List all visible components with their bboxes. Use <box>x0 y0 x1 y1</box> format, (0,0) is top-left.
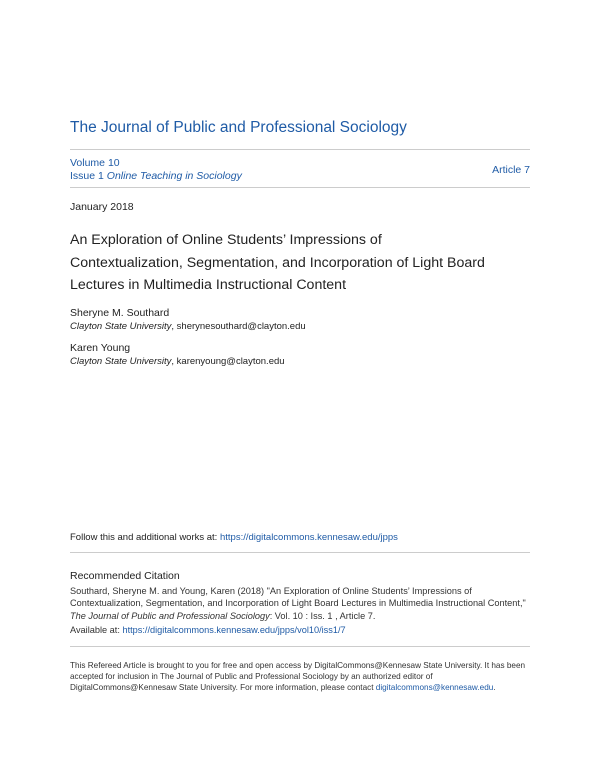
divider <box>70 187 530 188</box>
available-at-line <box>70 625 346 635</box>
collection-link[interactable]: https://digitalcommons.kennesaw.edu/jpps <box>219 532 398 543</box>
volume-block <box>70 157 242 183</box>
journal-title[interactable]: The Journal of Public and Professional Sociology <box>70 119 407 136</box>
paper-title-line: An Exploration of Online Students’ Impressions of <box>70 232 382 248</box>
citation-text <box>70 585 530 622</box>
affiliation-name: Clayton State University <box>70 356 172 367</box>
notice-end: . <box>493 683 496 693</box>
paper-title-line: Lectures in Multimedia Instructional Content <box>70 277 347 293</box>
access-notice <box>70 660 532 693</box>
volume-link[interactable]: Volume 10 <box>70 157 120 169</box>
author-name: Sheryne M. Southard <box>70 307 170 319</box>
author-name: Karen Young <box>70 342 131 354</box>
article-url-link[interactable]: https://digitalcommons.kennesaw.edu/jpps/vol10/iss1/7 <box>122 625 346 635</box>
author-email[interactable]: sherynesouthard@clayton.edu <box>176 321 306 332</box>
follow-line <box>70 532 398 543</box>
issue-link[interactable]: Issue 1 <box>70 170 104 182</box>
divider <box>70 552 530 553</box>
publication-date: January 2018 <box>70 201 134 213</box>
issue-line[interactable] <box>70 170 242 183</box>
author-affiliation: Clayton State University, sherynesouthard@clayton.edu <box>70 321 306 332</box>
issue-topic[interactable]: Online Teaching in Sociology <box>106 170 242 182</box>
available-label: Available at: <box>70 625 120 635</box>
follow-text: Follow this and additional works at: <box>70 532 218 543</box>
article-link[interactable]: Article 7 <box>492 164 530 176</box>
contact-email-link[interactable]: digitalcommons@kennesaw.edu <box>375 683 494 693</box>
notice-text: This Refereed Article is brought to you for free and open access by DigitalCommons@Kennesaw State University. It has been accepted for inclusion in The Journal of Public and Professional Sociology by an authorized editor of DigitalCommons@Kennesaw State University. For more information, please contact <box>70 661 526 693</box>
citation-plain: Southard, Sheryne M. and Young, Karen (2018) "An Exploration of Online Students’ Impressions of Contextualization, Segmentation, and Incorporation of Light Board Lectures in Multimedia Instructional Content," <box>70 586 526 609</box>
citation-tail: : Vol. 10 : Iss. 1 , Article 7. <box>269 610 376 621</box>
author-email[interactable]: karenyoung@clayton.edu <box>176 356 285 367</box>
paper-title <box>70 229 530 297</box>
citation-journal: The Journal of Public and Professional Sociology <box>70 610 270 621</box>
affiliation-name: Clayton State University <box>70 321 172 332</box>
divider <box>70 646 530 647</box>
author-entry <box>70 342 285 368</box>
author-entry <box>70 307 306 333</box>
author-affiliation: Clayton State University, karenyoung@clayton.edu <box>70 356 285 367</box>
recommended-citation-heading: Recommended Citation <box>70 570 180 582</box>
divider <box>70 149 530 150</box>
paper-title-line: Contextualization, Segmentation, and Incorporation of Light Board <box>70 254 485 271</box>
